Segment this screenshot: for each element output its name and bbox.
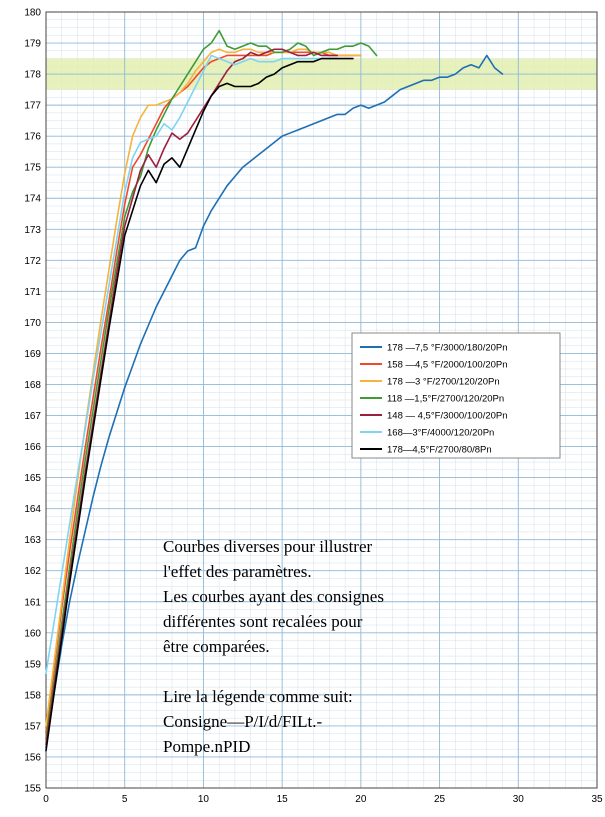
y-tick-label: 158 <box>24 690 41 702</box>
y-tick-label: 159 <box>24 659 41 671</box>
y-tick-label: 166 <box>24 442 41 454</box>
legend <box>352 333 560 458</box>
legend-item-label: 178—4,5°F/2700/80/8Pn <box>387 444 492 456</box>
y-tick-label: 160 <box>24 628 41 640</box>
y-tick-label: 179 <box>24 38 41 50</box>
annotation-line: Courbes diverses pour illustrer <box>163 537 373 556</box>
annotation-line: Pompe.nPID <box>163 737 251 756</box>
annotation-line: l'effet des paramètres. <box>163 562 312 581</box>
y-tick-label: 173 <box>24 224 41 236</box>
annotation-line: Lire la légende comme suit: <box>163 687 353 706</box>
y-tick-label: 168 <box>24 379 41 391</box>
legend-item-label: 118 —1,5°F/2700/120/20Pn <box>387 393 505 405</box>
y-tick-label: 157 <box>24 721 41 733</box>
legend-item-label: 148 — 4,5°F/3000/100/20Pn <box>387 410 508 422</box>
annotation-line: être comparées. <box>163 637 270 656</box>
x-tick-label: 5 <box>121 794 128 805</box>
y-tick-label: 163 <box>24 535 41 547</box>
x-tick-label: 10 <box>197 794 209 805</box>
annotation-line: différentes sont recalées pour <box>163 612 363 631</box>
y-tick-label: 171 <box>24 286 41 298</box>
annotation-line: Les courbes ayant des consignes <box>163 587 384 606</box>
y-tick-label: 155 <box>24 783 41 795</box>
y-tick-label: 161 <box>24 597 41 609</box>
y-tick-label: 172 <box>24 255 41 267</box>
y-tick-label: 170 <box>24 317 41 329</box>
legend-item-label: 178 —3 °F/2700/120/20Pn <box>387 376 500 388</box>
x-tick-label: 20 <box>355 794 367 805</box>
annotation-line: Consigne—P/I/d/FILt.- <box>163 712 323 731</box>
y-tick-label: 176 <box>24 131 41 143</box>
y-tick-label: 167 <box>24 411 41 423</box>
x-tick-label: 35 <box>591 794 603 805</box>
y-tick-label: 177 <box>24 100 41 112</box>
legend-item-label: 168—3°F/4000/120/20Pn <box>387 427 495 439</box>
legend-item-label: 178 —7,5 °F/3000/180/20Pn <box>387 342 508 354</box>
x-tick-label: 30 <box>512 794 524 805</box>
y-tick-label: 165 <box>24 473 41 485</box>
y-tick-label: 174 <box>24 193 41 205</box>
x-tick-label: 15 <box>276 794 288 805</box>
y-tick-label: 180 <box>24 7 41 19</box>
y-tick-label: 169 <box>24 348 41 360</box>
x-tick-label: 25 <box>434 794 446 805</box>
y-tick-label: 164 <box>24 504 41 516</box>
y-tick-label: 156 <box>24 752 41 764</box>
y-tick-label: 175 <box>24 162 41 174</box>
y-tick-label: 162 <box>24 566 41 578</box>
y-tick-label: 178 <box>24 69 41 81</box>
x-tick-label: 0 <box>43 794 49 805</box>
legend-item-label: 158 —4,5 °F/2000/100/20Pn <box>387 359 508 371</box>
